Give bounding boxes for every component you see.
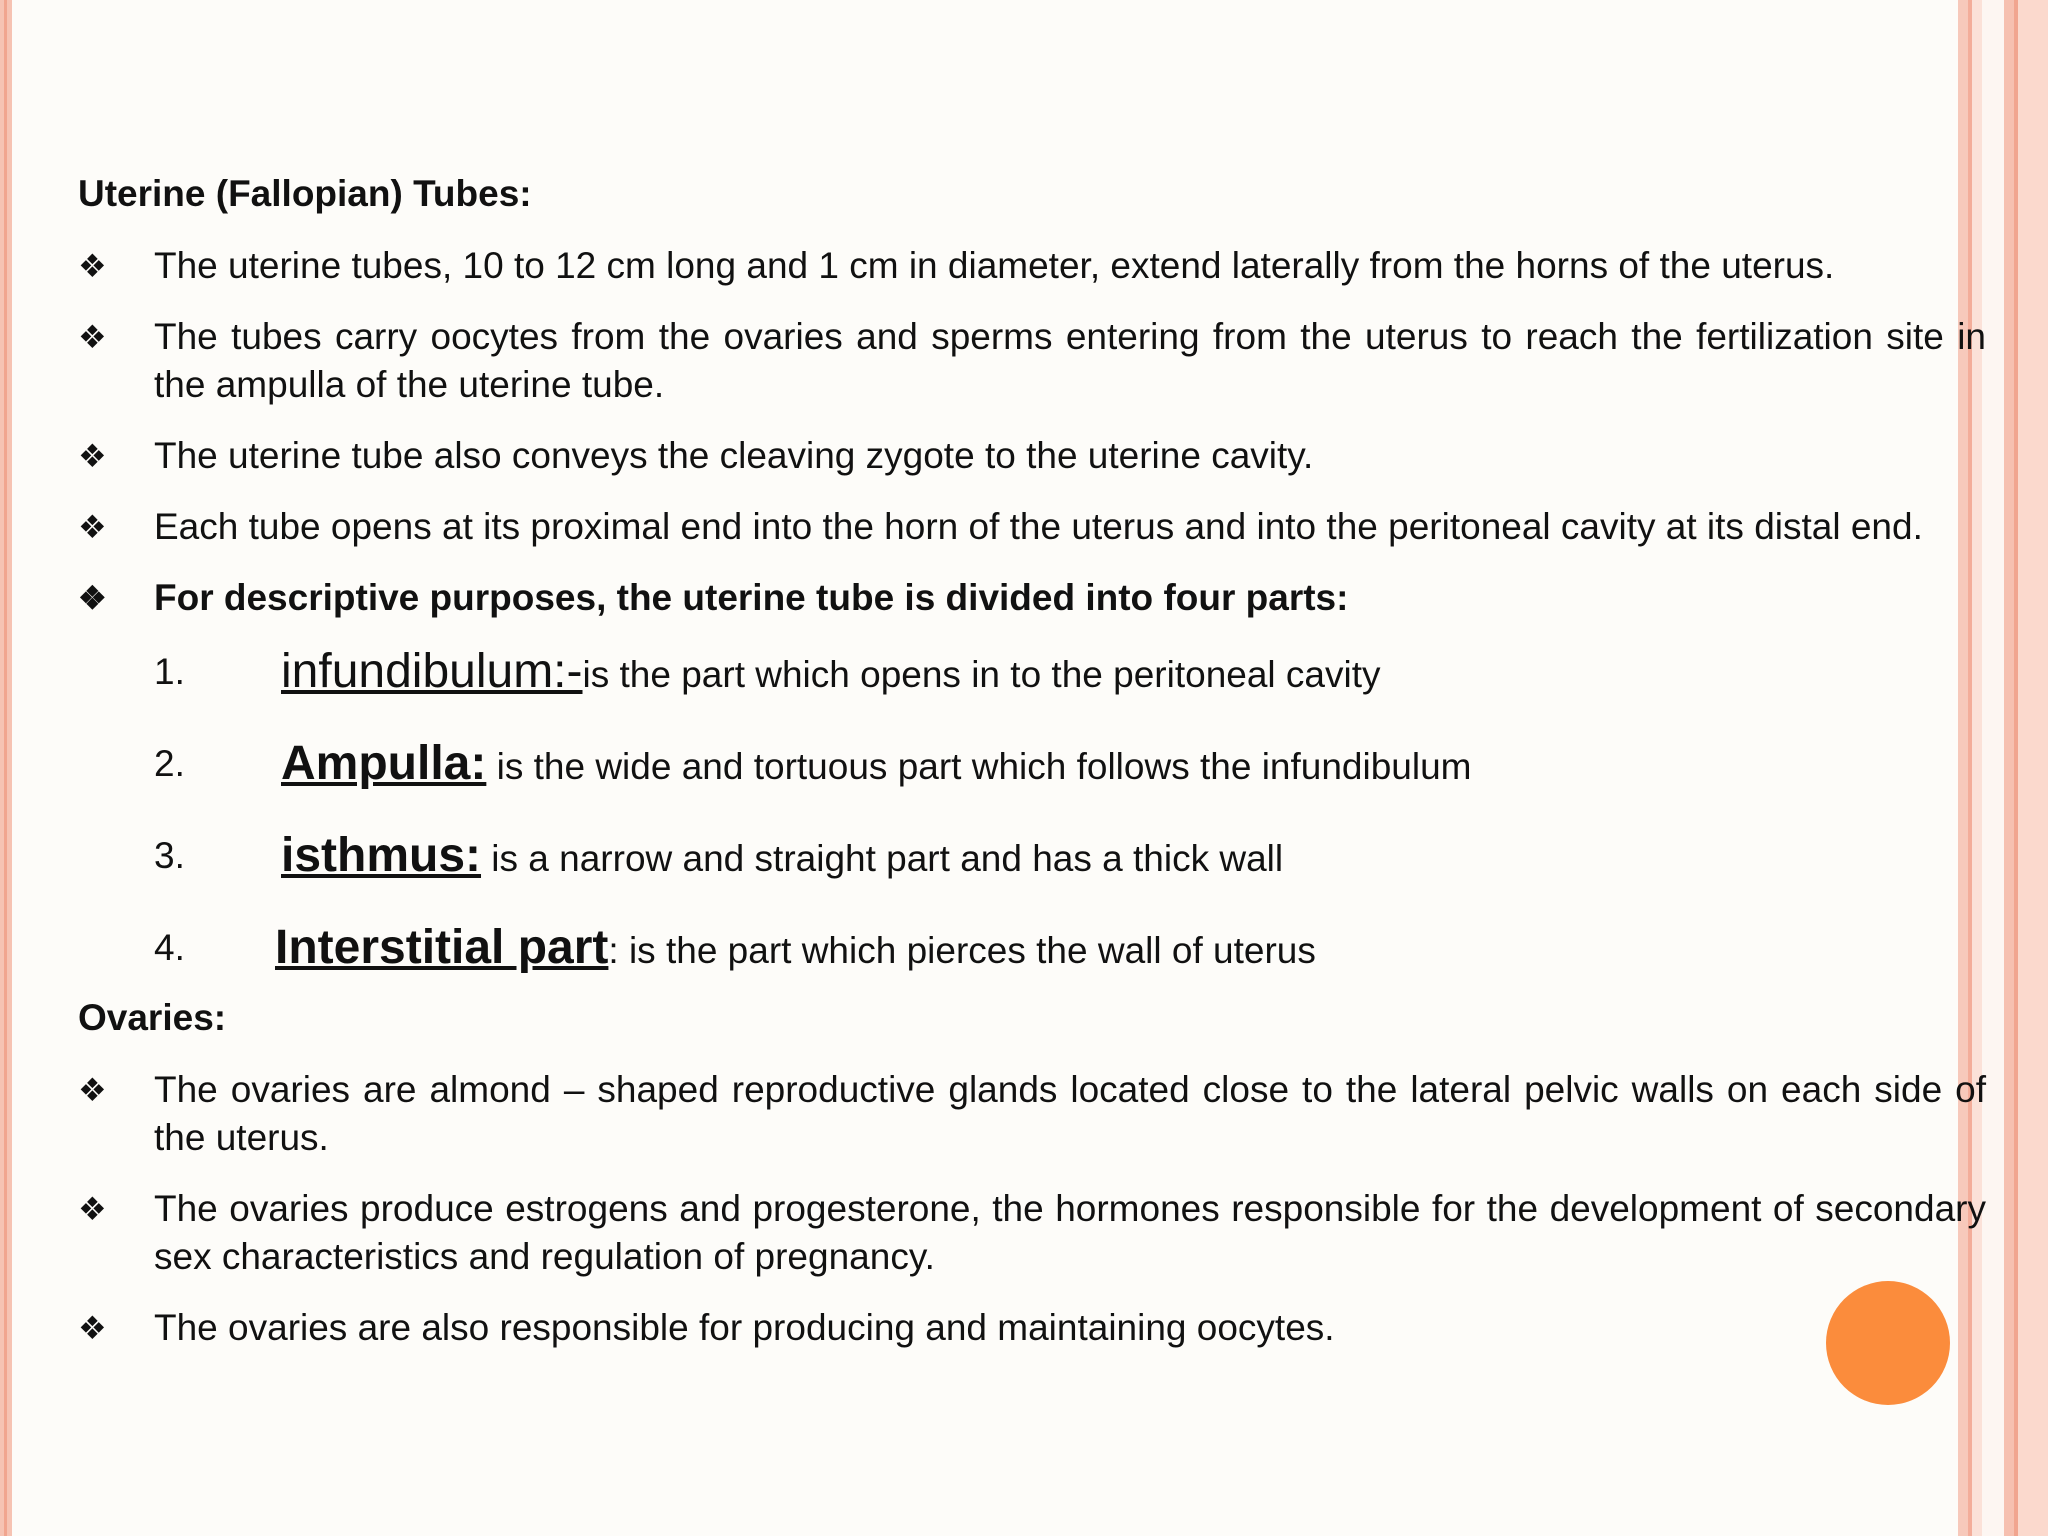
diamond-bullet-icon: ❖ xyxy=(78,509,107,545)
section-heading-ovaries: Ovaries: xyxy=(78,997,227,1038)
part-description: is the wide and tortuous part which follows the infundibulum xyxy=(486,746,1472,787)
diamond-bullet-icon: ❖ xyxy=(78,1191,107,1227)
diamond-bullet-icon: ❖ xyxy=(78,1310,107,1346)
part-description: : is the part which pierces the wall of uterus xyxy=(608,930,1316,971)
bullet-text: The ovaries produce estrogens and progesterone, the hormones responsible for the development of secondary sex characteristics and regulation of pregnancy. xyxy=(154,1188,1986,1277)
bullet-text: Each tube opens at its proximal end into the horn of the uterus and into the peritoneal cavity at its distal end. xyxy=(154,506,1923,547)
diamond-bullet-icon: ❖ xyxy=(78,248,107,284)
bullet-item xyxy=(78,242,1986,290)
part-description: is a narrow and straight part and has a thick wall xyxy=(481,838,1284,879)
bullet-item xyxy=(78,1066,1986,1162)
slide-content xyxy=(78,170,1986,1375)
diamond-bullet-icon: ❖ xyxy=(78,319,107,355)
part-term: infundibulum:- xyxy=(281,645,583,698)
part-item-ampulla xyxy=(78,718,1986,810)
bullet-text: The uterine tubes, 10 to 12 cm long and 1 cm in diameter, extend laterally from the horns of the uterus. xyxy=(154,245,1835,286)
bullet-text: The uterine tube also conveys the cleaving zygote to the uterine cavity. xyxy=(154,435,1314,476)
left-border-stripe xyxy=(0,0,12,1536)
part-number: 2. xyxy=(154,743,185,784)
diamond-bullet-icon: ❖ xyxy=(78,580,107,616)
part-description: is the part which opens in to the peritoneal cavity xyxy=(582,654,1381,695)
bullet-item xyxy=(78,432,1986,480)
bullet-item xyxy=(78,313,1986,409)
orange-circle-decoration xyxy=(1826,1281,1950,1405)
bullet-item xyxy=(78,503,1986,551)
part-item-infundibulum xyxy=(78,626,1986,718)
diamond-bullet-icon: ❖ xyxy=(78,1072,107,1108)
diamond-bullet-icon: ❖ xyxy=(78,438,107,474)
bullet-text: The ovaries are also responsible for producing and maintaining oocytes. xyxy=(154,1307,1335,1348)
part-item-interstitial xyxy=(78,902,1986,994)
part-item-isthmus xyxy=(78,810,1986,902)
bullet-text: The tubes carry oocytes from the ovaries and sperms entering from the uterus to reach the fertilization site in the ampulla of the uterine tube. xyxy=(154,316,1986,405)
part-number: 3. xyxy=(154,835,185,876)
bullet-text: For descriptive purposes, the uterine tube is divided into four parts: xyxy=(154,577,1349,618)
part-term: Ampulla: xyxy=(281,737,487,790)
part-term: Interstitial part xyxy=(275,921,609,974)
section-heading-uterine-tubes: Uterine (Fallopian) Tubes: xyxy=(78,173,532,214)
bullet-text: The ovaries are almond – shaped reproductive glands located close to the lateral pelvic walls on each side of the uterus. xyxy=(154,1069,1986,1158)
bullet-item xyxy=(78,1304,1986,1352)
bullet-item xyxy=(78,574,1986,622)
part-number: 4. xyxy=(154,927,185,968)
part-term: isthmus: xyxy=(281,829,482,882)
part-number: 1. xyxy=(154,651,185,692)
bullet-item xyxy=(78,1185,1986,1281)
